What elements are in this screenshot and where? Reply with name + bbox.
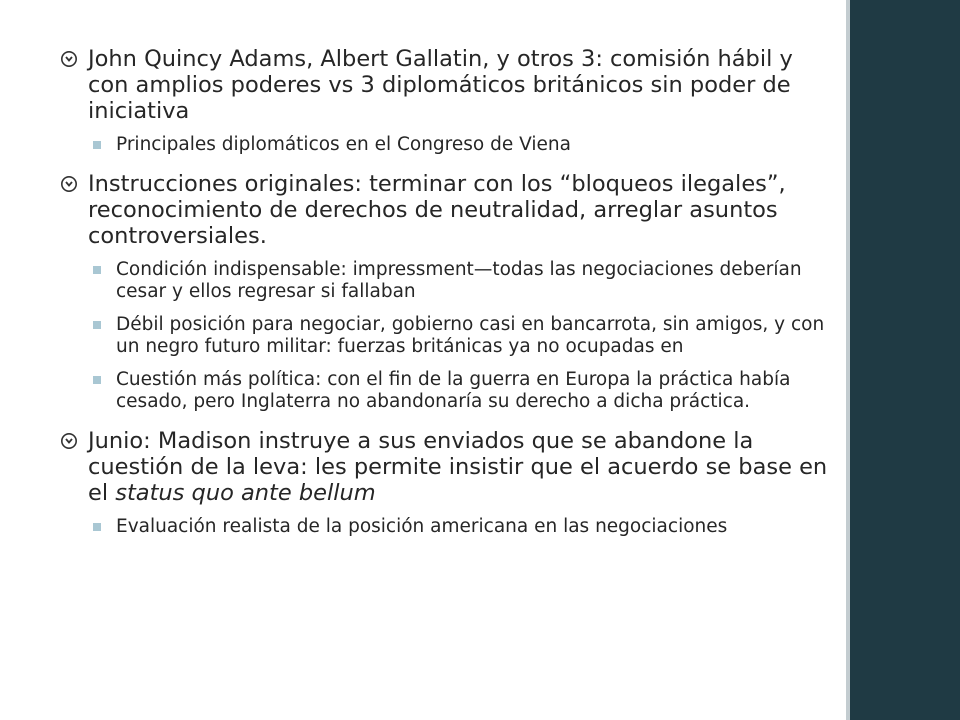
- circle-arrow-bullet-icon: [60, 175, 78, 193]
- circle-arrow-bullet-icon: [60, 50, 78, 68]
- sub-bullet-2-3: [88, 369, 836, 414]
- sub-bullet-2-2-text: Débil posición para negociar, gobierno casi en bancarrota, sin amigos, y con un negro futuro militar: fuerzas británicas ya no ocupadas en: [116, 313, 825, 357]
- bullet-2-sublist: [88, 259, 836, 414]
- sub-bullet-2-2: [88, 314, 836, 359]
- square-bullet-icon: [93, 376, 101, 384]
- slide-content: [60, 46, 836, 552]
- square-bullet-icon: [93, 523, 101, 531]
- bullet-1-text: John Quincy Adams, Albert Gallatin, y otros 3: comisión hábil y con amplios poderes vs 3 diplomáticos británicos sin poder de iniciativa: [88, 46, 793, 124]
- sub-bullet-1-1: [88, 134, 836, 157]
- sub-bullet-2-1: [88, 259, 836, 304]
- bullet-2-text: Instrucciones originales: terminar con los “bloqueos ilegales”, reconocimiento de derechos de neutralidad, arreglar asuntos controversiales.: [88, 170, 786, 249]
- bullet-1: [60, 46, 836, 157]
- bullet-3-text-italic: status quo ante bellum: [115, 479, 376, 506]
- sub-bullet-3-1-text: Evaluación realista de la posición americana en las negociaciones: [116, 515, 728, 537]
- bullet-2: [60, 171, 836, 414]
- bullet-3-text: [88, 428, 836, 506]
- circle-arrow-bullet-icon: [60, 432, 78, 450]
- bullet-3-sublist: [88, 516, 836, 539]
- square-bullet-icon: [93, 141, 101, 149]
- bullet-3-text-main: Junio: Madison instruye a sus enviados que se abandone la cuestión de la leva: les permite insistir que el acuerdo se base en el: [88, 427, 828, 506]
- sub-bullet-3-1: [88, 516, 836, 539]
- sub-bullet-1-1-text: Principales diplomáticos en el Congreso de Viena: [116, 134, 571, 155]
- bullet-1-sublist: [88, 134, 836, 157]
- bullet-3: [60, 428, 836, 539]
- square-bullet-icon: [93, 266, 101, 274]
- sidebar-panel: [846, 0, 960, 720]
- square-bullet-icon: [93, 321, 101, 329]
- sub-bullet-2-1-text: Condición indispensable: impressment—todas las negociaciones deberían cesar y ellos regresar si fallaban: [116, 258, 802, 302]
- sub-bullet-2-3-text: Cuestión más política: con el fin de la guerra en Europa la práctica había cesado, pero Inglaterra no abandonaría su derecho a dicha práctica.: [116, 368, 791, 412]
